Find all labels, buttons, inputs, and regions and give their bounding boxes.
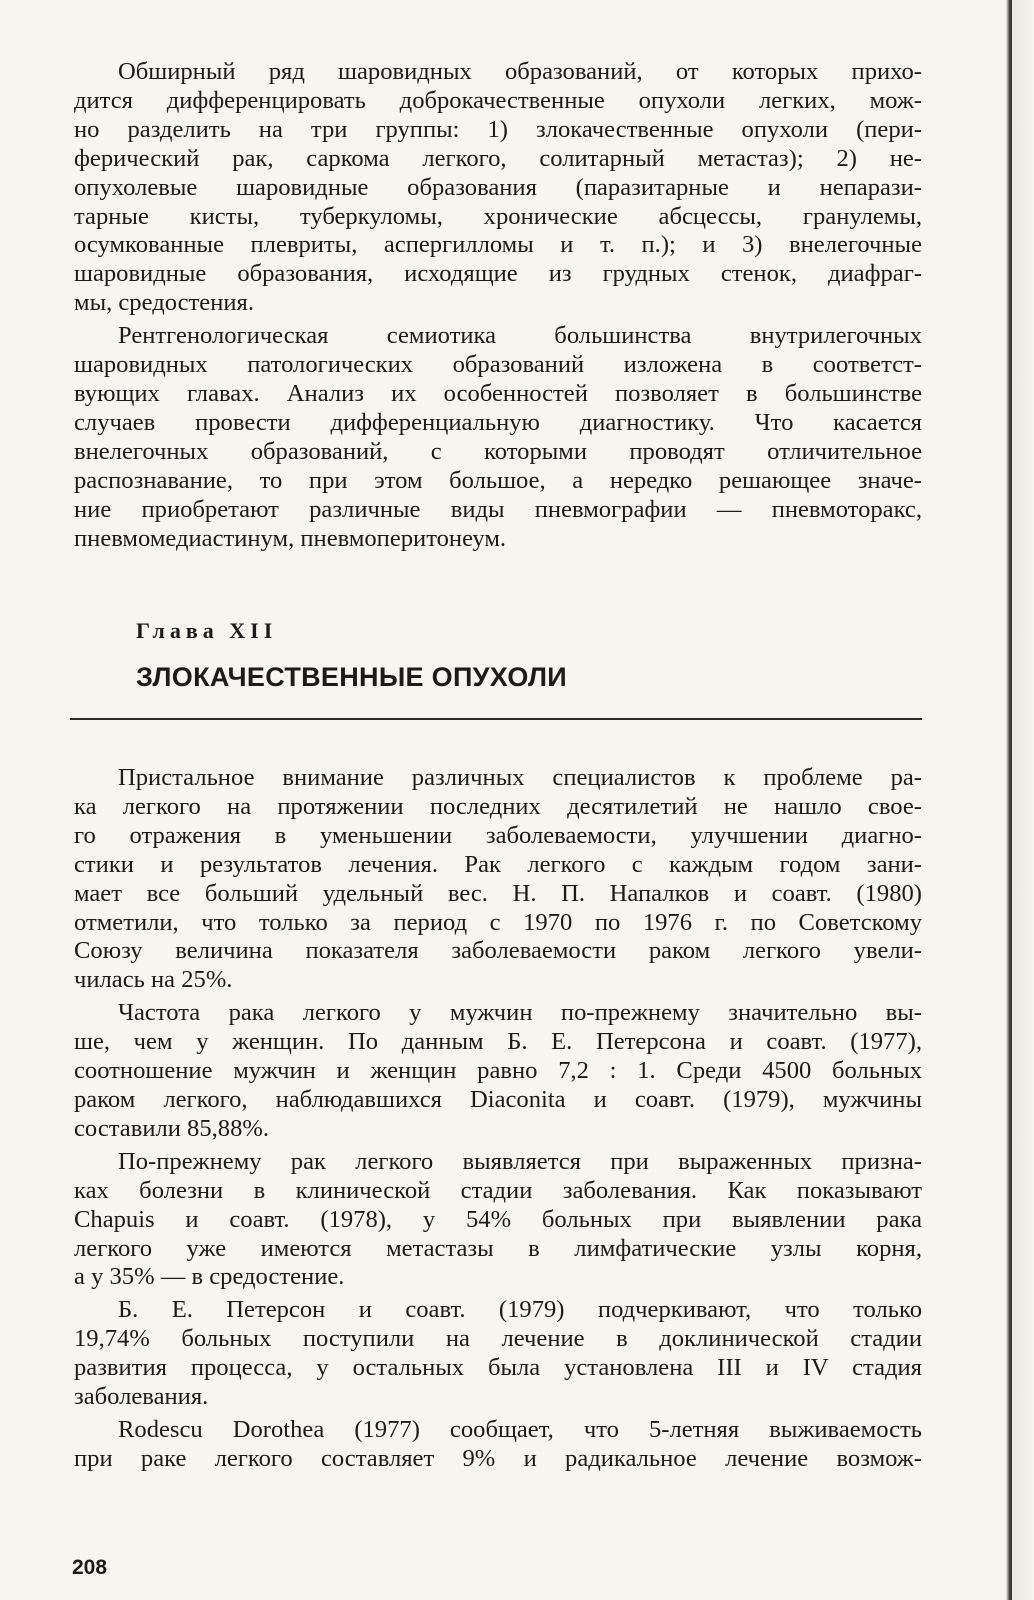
text-line: а у 35% — в средостение. (74, 1263, 345, 1291)
text-line: отметили, что только за период с 1970 по 1976 г. по Советскому (74, 908, 922, 936)
text-line: осумкованные плевриты, аспергилломы и т. п.); и 3) внелегочные (74, 231, 922, 259)
text-line: ферический рак, саркома легкого, солитарный метастаз); 2) не- (74, 144, 922, 172)
text-line: Рентгенологическая семиотика большинства внутрилегочных (118, 322, 922, 350)
text-line: ние приобретают различные виды пневмографии — пневмоторакс, (74, 495, 922, 523)
text-line: заболевания. (74, 1383, 209, 1411)
page-edge-shadow (1012, 0, 1034, 1600)
text-line: ка легкого на протяжении последних десятилетий не нашло свое- (74, 792, 922, 820)
chapter-divider (70, 718, 922, 720)
page-number: 208 (72, 1556, 108, 1579)
text-line: чилась на 25%. (74, 966, 233, 994)
text-line: внелегочных образований, с которыми проводят отличительное (74, 437, 922, 465)
paragraph-body-1 (74, 764, 922, 995)
paragraph-intro-2 (74, 322, 922, 553)
page-edge (1006, 0, 1012, 1600)
text-line: го отражения в уменьшении заболеваемости, улучшении диагно- (74, 821, 922, 849)
text-line: мы, средостения. (74, 289, 254, 317)
text-line: Союзу величина показателя заболеваемости раком легкого увели- (74, 937, 922, 965)
text-line: шаровидные образования, исходящие из грудных стенок, диафраг- (74, 260, 922, 288)
text-line: опухолевые шаровидные образования (паразитарные и непарази- (74, 173, 922, 201)
text-line: составили 85,88%. (74, 1114, 270, 1142)
text-line: 19,74% больных поступили на лечение в доклинической стадии (74, 1325, 922, 1353)
text-line: легкого уже имеются метастазы в лимфатические узлы корня, (74, 1234, 922, 1262)
chapter-label: Глава XII (136, 618, 278, 643)
text-line: По-прежнему рак легкого выявляется при выраженных призна- (118, 1147, 922, 1175)
text-line: но разделить на три группы: 1) злокачественные опухоли (пери- (74, 115, 922, 143)
paragraph-body-2 (74, 999, 922, 1144)
text-line: дится дифференцировать доброкачественные опухоли легких, мож- (74, 86, 922, 114)
paragraph-body-4 (74, 1296, 922, 1412)
chapter-title: ЗЛОКАЧЕСТВЕННЫЕ ОПУХОЛИ (136, 662, 567, 692)
text-line: Обширный ряд шаровидных образований, от которых прихо- (118, 58, 922, 85)
paragraph-intro-1 (74, 58, 922, 318)
text-line: Частота рака легкого у мужчин по-прежнему значительно вы- (118, 999, 922, 1027)
text-line: раком легкого, наблюдавшихся Diaconita и соавт. (1979), мужчины (74, 1085, 922, 1113)
paragraph-body-5 (74, 1416, 922, 1474)
text-line: Б. Е. Петерсон и соавт. (1979) подчеркивают, что только (118, 1296, 922, 1324)
text-line: соотношение мужчин и женщин равно 7,2 : 1. Среди 4500 больных (74, 1057, 922, 1085)
text-line: при раке легкого составляет 9% и радикальное лечение возмож- (74, 1444, 922, 1472)
text-line: развития процесса, у остальных была установлена III и IV стадия (74, 1354, 922, 1382)
text-line: пневмомедиастинум, пневмоперитонеум. (74, 524, 507, 552)
paragraph-body-3 (74, 1148, 922, 1293)
text-line: стики и результатов лечения. Рак легкого с каждым годом зани- (74, 850, 922, 878)
chapter-body (74, 764, 922, 1474)
text-line: вующих главах. Анализ их особенностей позволяет в большинстве (74, 379, 922, 407)
text-line: шаровидных патологических образований изложена в соответст- (74, 351, 922, 379)
text-line: распознавание, то при этом большое, а нередко решающее значе- (74, 466, 922, 494)
intro-section (74, 58, 922, 553)
text-line: Rodescu Dorothea (1977) сообщает, что 5-летняя выживаемость (118, 1415, 922, 1443)
text-line: ше, чем у женщин. По данным Б. Е. Петерсона и соавт. (1977), (74, 1028, 922, 1056)
text-line: случаев провести дифференциальную диагностику. Что касается (74, 408, 922, 436)
text-line: Chapuis и соавт. (1978), у 54% больных при выявлении рака (74, 1205, 922, 1233)
text-line: ках болезни в клинической стадии заболевания. Как показывают (74, 1176, 922, 1204)
text-line: мает все больший удельный вес. Н. П. Напалков и соавт. (1980) (74, 879, 922, 907)
text-line: Пристальное внимание различных специалистов к проблеме ра- (118, 764, 922, 791)
text-line: тарные кисты, туберкуломы, хронические абсцессы, гранулемы, (74, 202, 922, 230)
